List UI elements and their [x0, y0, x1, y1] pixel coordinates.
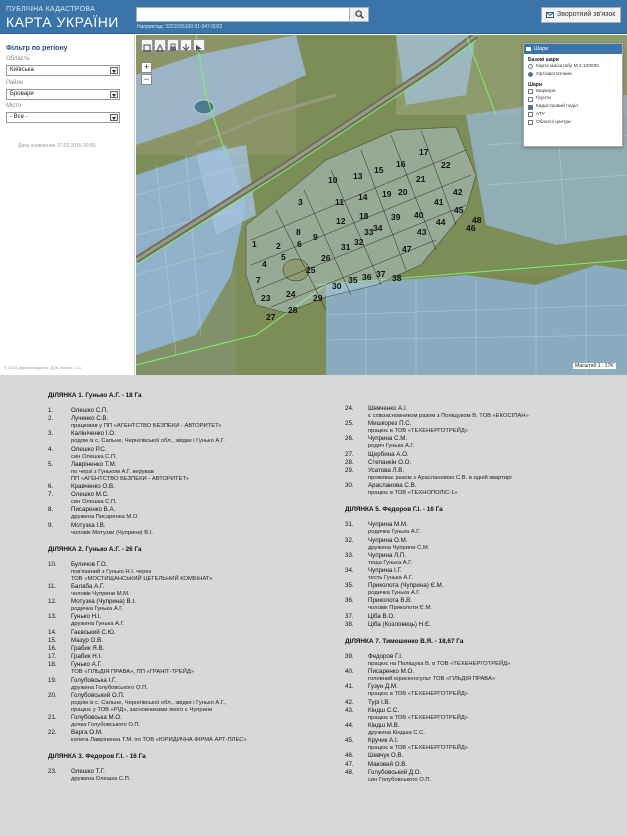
owner-name: Олешко С.П.: [71, 407, 109, 414]
parcel-label-19[interactable]: 19: [382, 189, 392, 199]
owner-number: 18.: [48, 661, 57, 669]
search-icon: [355, 10, 364, 19]
owner-name: Ціба В.О.: [368, 612, 395, 620]
owner-name: Мотузка (Чуприна) В.І.: [71, 598, 136, 606]
owner-number: 29.: [345, 467, 354, 474]
checkbox-icon: [528, 97, 533, 102]
parcel-label-22[interactable]: 22: [441, 160, 451, 170]
base-layer-map[interactable]: [524, 63, 622, 71]
radio-icon: [528, 64, 533, 69]
owner-note: ПП «АГЕНТСТВО БЕЗПЕКИ - АВТОРИТЕТ»: [71, 475, 189, 482]
layer-cadastre-label: Кадастровий поділ: [536, 104, 578, 110]
layer-cadastre[interactable]: [524, 103, 622, 111]
ruler-icon: [142, 43, 152, 53]
owner-number: 15.: [48, 636, 57, 644]
owner-note: колега Лавріненка Т.М. по ТОВ «ЮРИДИЧНА ФІРМА АРТ-ПЛЕС»: [71, 737, 247, 744]
layer-markers-label: Маркери: [536, 88, 556, 94]
owner-number: 19.: [48, 676, 57, 684]
owner-number: 43.: [345, 706, 354, 714]
owner-name: Писаренко В.А.: [71, 506, 116, 514]
measure-tool-button[interactable]: [141, 39, 153, 51]
checkbox-checked-icon: [528, 105, 533, 110]
chevron-down-icon: [110, 114, 118, 121]
owner-number: 42.: [345, 698, 354, 706]
parcel-label-1[interactable]: 1: [252, 239, 257, 249]
owner-note: родичка Гунька А.Г.: [368, 590, 421, 597]
chevron-down-icon: [110, 67, 118, 74]
oblast-value: Київська: [10, 67, 34, 73]
parcel-label-28[interactable]: 28: [288, 305, 298, 315]
owner-name: Балаба А.Г.: [71, 583, 105, 590]
parcel-label-10[interactable]: 10: [328, 175, 338, 185]
parcel-label-16[interactable]: 16: [396, 159, 406, 169]
parcel-label-46[interactable]: 46: [466, 223, 476, 233]
owner-number: 25.: [345, 420, 354, 428]
oblast-label: Область: [6, 56, 30, 62]
owner-number: 31.: [345, 521, 354, 529]
owner-note: родом із с. Сальне, Чернігівської обл., звідки і Гунько А.Г.: [71, 438, 225, 445]
owner-name: Мазур О.В.: [71, 636, 103, 644]
zoom-out-button[interactable]: −: [141, 74, 152, 85]
parcel-label-34[interactable]: 34: [373, 223, 383, 233]
owner-note: працює в ТОВ «ТЕХЕНЕРГОТРЕЙД»: [368, 428, 468, 435]
layer-oblast-centers-label: Обласні центри: [536, 119, 571, 125]
owner-name: Кручик А.І.: [368, 737, 399, 745]
owner-number: 32.: [345, 536, 354, 544]
parcel-label-3[interactable]: 3: [298, 197, 303, 207]
parcel-label-8[interactable]: 8: [296, 227, 301, 237]
parcel-label-35[interactable]: 35: [348, 275, 358, 285]
owner-number: 34.: [345, 567, 354, 574]
owner-note: працював у ПП «АГЕНТСТВО БЕЗПЕКИ - АВТОРИТЕТ»: [71, 423, 222, 430]
raion-select[interactable]: [6, 89, 120, 100]
layers-title: Шари: [534, 46, 549, 52]
owner-number: 1.: [48, 407, 54, 414]
updated-date: Дата оновлення 17.02.2016 09:50: [18, 143, 96, 149]
export-button[interactable]: [180, 39, 192, 51]
chevron-down-icon: [110, 91, 118, 98]
owner-number: 39.: [345, 653, 354, 660]
owner-note: пов'язаний з Гунько Н.І. через: [71, 568, 152, 575]
owner-name: Олешко М.С.: [71, 491, 109, 499]
feedback-label: Зворотний зв'язок: [557, 11, 616, 18]
owner-name: Чуприна О.М.: [368, 536, 408, 544]
owner-number: 23.: [48, 768, 57, 776]
parcel-label-26[interactable]: 26: [321, 253, 331, 263]
oblast-select[interactable]: [6, 65, 120, 76]
owner-note: дочка Голубовського О.П.: [71, 722, 141, 728]
owner-note: працює в ТОВ «ТЕХЕНЕРГОТРЕЙД»: [368, 714, 468, 721]
owners-list: [0, 378, 627, 836]
parcel-label-17[interactable]: 17: [419, 147, 429, 157]
owner-name: Шевчук О.В.: [368, 752, 404, 760]
parcel-label-20[interactable]: 20: [398, 187, 408, 197]
owner-name: Лученко С.В.: [71, 415, 109, 423]
owner-number: 30.: [345, 482, 354, 490]
parcel-label-14[interactable]: 14: [358, 192, 368, 202]
owner-note: головний юрисконсульт ТОВ «ГІЛЬДІЯ ПРАВА»: [368, 676, 496, 683]
owner-name: Щербина А.О.: [368, 450, 409, 458]
owner-number: 12.: [48, 598, 57, 606]
header: [0, 0, 627, 34]
parcel-label-25[interactable]: 25: [306, 265, 316, 275]
owner-name: Олешко Т.Г.: [71, 768, 105, 776]
parcel-label-39[interactable]: 39: [391, 212, 401, 222]
owner-number: 36.: [345, 597, 354, 605]
radio-selected-icon: [528, 72, 533, 77]
owner-name: Мотузка І.В.: [71, 521, 106, 529]
filter-title: Фільтр по регіону: [6, 45, 68, 52]
owner-name: Турі І.В.: [368, 698, 391, 706]
owner-note: працює в ТОВ «ТЕХЕНЕРГОТРЕЙД»: [368, 691, 468, 698]
owner-note: родич Гунька А.Г.: [368, 443, 415, 450]
parcel-label-43[interactable]: 43: [417, 227, 427, 237]
owner-name: Голубовська М.О.: [71, 714, 122, 721]
parcel-label-9[interactable]: 9: [313, 232, 318, 242]
parcel-label-29[interactable]: 29: [313, 293, 323, 303]
misto-label: Місто: [6, 103, 22, 109]
owner-note: родом із с. Сальне, Чернігівської обл., звідки і Гунько А.Г.,: [71, 699, 227, 706]
owner-number: 9.: [48, 521, 54, 529]
owner-note: працює на Поліщука В. в ТОВ «ТЕХЕНЕРГОТРЕЙД»: [368, 661, 511, 667]
owner-note: родичка Гунька А.Г.: [71, 606, 124, 613]
owner-note: працює в ТОВ «ТЕХЕНЕРГОТРЕЙД»: [368, 745, 468, 752]
checkbox-icon: [528, 112, 533, 117]
pointer-icon: [194, 43, 204, 53]
raion-value: Бровари: [10, 91, 34, 97]
parcel-label-42[interactable]: 42: [453, 187, 463, 197]
owner-note: син Голубовського О.П.: [368, 776, 432, 783]
base-layer-map-label: Карта масштабу М 1:100000: [536, 64, 599, 69]
owner-number: 8.: [48, 506, 54, 514]
layers-panel: [523, 43, 623, 147]
owner-number: 44.: [345, 722, 354, 729]
base-layer-ortho-label: Ортофотоплани: [536, 71, 572, 77]
plot-heading: ДІЛЯНКА 3. Федоров Г.І. - 16 Га: [48, 753, 146, 761]
owner-number: 26.: [345, 435, 354, 443]
parcel-label-41[interactable]: 41: [434, 197, 444, 207]
owner-note: чоловік Чуприни М.М.: [71, 591, 130, 597]
plot-heading: ДІЛЯНКА 1. Гунько А.Г. - 18 Га: [48, 392, 142, 399]
parcel-label-23[interactable]: 23: [261, 293, 271, 303]
owner-note: син Олешка С.П.: [71, 499, 117, 506]
printer-icon: [168, 43, 178, 53]
owner-number: 21.: [48, 714, 57, 721]
parcel-label-15[interactable]: 15: [374, 165, 384, 175]
owner-name: Арасланова С.В.: [368, 482, 417, 490]
parcel-label-4[interactable]: 4: [262, 259, 267, 269]
parcel-label-30[interactable]: 30: [332, 281, 342, 291]
layer-soils[interactable]: [524, 95, 622, 103]
owner-name: Чуприна Л.П.: [368, 551, 406, 559]
owner-note: по черзі з Гуньком А.Г. керував: [71, 468, 154, 475]
raion-label: Район: [6, 80, 24, 86]
owner-note: родичка Гунька А.Г.: [368, 529, 421, 536]
owner-note: дружина Чуприни С.М.: [368, 544, 430, 551]
owner-name: Гаєвський С.Ю.: [71, 628, 116, 636]
owner-number: 37.: [345, 612, 354, 620]
owner-number: 17.: [48, 653, 57, 661]
base-layer-ortho[interactable]: [524, 71, 622, 79]
parcel-label-7[interactable]: 7: [256, 275, 261, 285]
layer-atu[interactable]: [524, 111, 622, 119]
owner-name: Грабик Н.І.: [71, 653, 102, 661]
parcel-label-24[interactable]: 24: [286, 289, 296, 299]
parcel-label-6[interactable]: 6: [297, 239, 302, 249]
owner-name: Степанкін О.О.: [368, 458, 412, 466]
owner-note: дружина Голубовського О.П.: [71, 684, 148, 691]
parcel-label-38[interactable]: 38: [392, 273, 402, 283]
owner-name: Буличов Г.О.: [71, 560, 108, 568]
owner-name: Чуприна І.Г.: [368, 567, 402, 574]
owner-name: Ціба (Козловець) Н.Є.: [368, 620, 431, 628]
info-tool-button[interactable]: [193, 39, 205, 51]
owner-note: чоловік Приколоти Є.М.: [368, 605, 432, 612]
search-input[interactable]: [136, 7, 350, 22]
owner-number: 40.: [345, 668, 354, 676]
owner-note: є співзасновником разом з Поліщуком В. ТОВ «ЕКОСІПАН»: [368, 413, 529, 419]
checkbox-icon: [528, 89, 533, 94]
owner-name: Усатова Л.В.: [368, 467, 405, 474]
owner-number: 27.: [345, 450, 354, 458]
parcel-label-45[interactable]: 45: [454, 205, 464, 215]
owner-note: син Олешка С.П.: [71, 453, 117, 460]
owner-number: 10.: [48, 560, 57, 568]
owner-name: Приколота В.В.: [368, 597, 413, 605]
owner-name: Грабик Я.В.: [71, 645, 105, 652]
owner-note: дружина Гунька А.Г.: [71, 621, 125, 628]
layer-atu-label: АТУ: [536, 111, 545, 117]
owner-number: 28.: [345, 458, 354, 466]
owner-name: Гузун Д.М.: [368, 683, 398, 691]
owner-name: Гунько Н.І.: [71, 613, 102, 621]
owner-number: 4.: [48, 445, 54, 453]
owner-name: Чуприна М.М.: [368, 521, 408, 529]
owner-number: 7.: [48, 491, 54, 499]
checkbox-icon: [528, 120, 533, 125]
parcel-label-12[interactable]: 12: [336, 216, 346, 226]
owner-name: Писаренко М.О.: [368, 668, 415, 676]
owner-name: Маковей О.В.: [368, 760, 408, 768]
owner-name: Калініченко І.О.: [71, 430, 116, 438]
owner-note: працює у ТОВ «РІД», засновниками якого є Чуприни: [71, 706, 213, 713]
search-hint: Наприклад: 3221055100:01:047:0022: [137, 24, 223, 30]
layers-header[interactable]: [524, 44, 622, 54]
area-icon: [155, 43, 165, 53]
owner-number: 3.: [48, 430, 54, 438]
owner-number: 6.: [48, 483, 54, 490]
search-button[interactable]: [349, 7, 369, 22]
logo-title[interactable]: КАРТА УКРАЇНИ: [6, 14, 119, 30]
owner-number: 47.: [345, 760, 354, 768]
print-button[interactable]: [167, 39, 179, 51]
copyright: © 2013 Держгеокадастр, ДЗК. Версія 1.11: [4, 365, 82, 370]
owner-name: Шевченко А.І.: [368, 405, 408, 412]
owner-number: 33.: [345, 551, 354, 559]
plot-heading: ДІЛЯНКА 5. Федоров Г.І. - 16 Га: [345, 506, 443, 514]
owner-note: чоловік Мотузки (Чуприни) В.І.: [71, 529, 153, 536]
owner-number: 48.: [345, 768, 354, 776]
envelope-icon: [546, 12, 554, 18]
download-icon: [181, 43, 191, 53]
owner-name: Олешко Р.С.: [71, 445, 107, 453]
owner-number: 20.: [48, 691, 57, 699]
parcel-label-48[interactable]: 48: [472, 215, 482, 225]
owner-number: 5.: [48, 460, 54, 468]
cadastre-app: [0, 0, 627, 375]
parcel-label-11[interactable]: 11: [335, 197, 344, 207]
owner-number: 38.: [345, 620, 354, 628]
layer-oblast-centers[interactable]: [524, 119, 622, 127]
parcel-label-5[interactable]: 5: [281, 252, 286, 262]
owner-note: дружина Писаренка М.О.: [71, 514, 139, 521]
owner-name: Голубовський О.П.: [71, 691, 125, 699]
owner-number: 11.: [48, 583, 57, 590]
owner-name: Кіндш С.С.: [368, 706, 400, 714]
parcel-label-2[interactable]: 2: [276, 241, 281, 251]
parcel-label-18[interactable]: 18: [359, 211, 369, 221]
owner-note: працює в ТОВ «ТЕХНОПОЛІС-1»: [368, 490, 458, 497]
layer-soils-label: Ґрунти: [536, 96, 551, 102]
owner-note: теща Гунька А.Г.: [368, 559, 413, 566]
parcel-label-44[interactable]: 44: [436, 217, 446, 227]
owner-name: Голубовська І.Г.: [71, 676, 117, 684]
owner-note: ТОВ «МОСТИЩАНСЬКИЙ ЦЕГЕЛЬНИЙ КОМБІНАТ»: [71, 575, 213, 582]
parcel-label-13[interactable]: 13: [353, 171, 363, 181]
owner-name: Варга О.М.: [71, 729, 103, 737]
owner-number: 35.: [345, 582, 354, 590]
owner-number: 24.: [345, 405, 354, 412]
owner-name: Лавріненко Т.М.: [71, 460, 117, 468]
owner-name: Голубовський Д.О.: [368, 768, 422, 776]
parcel-label-33[interactable]: 33: [364, 227, 374, 237]
owner-name: Федоров Г.І.: [368, 653, 403, 660]
zoom-in-button[interactable]: +: [141, 62, 152, 73]
owner-name: Чуприна С.М.: [368, 435, 408, 443]
misto-value: - Все -: [10, 114, 28, 120]
owner-note: проживає разом з Араслановою С.В. в одній квартирі: [368, 475, 512, 481]
misto-select[interactable]: [6, 112, 120, 123]
map-view[interactable]: [136, 35, 627, 375]
owner-number: 14.: [48, 628, 57, 636]
logo-subtitle[interactable]: ПУБЛІЧНА КАДАСТРОВА: [6, 6, 96, 13]
parcel-label-40[interactable]: 40: [414, 210, 424, 220]
parcel-label-47[interactable]: 47: [402, 244, 412, 254]
owner-number: 13.: [48, 613, 57, 621]
owner-name: Кравченко О.В.: [71, 483, 115, 490]
plot-heading: ДІЛЯНКА 2. Гунько А.Г. - 26 Га: [48, 545, 142, 553]
owner-number: 45.: [345, 737, 354, 745]
owner-note: ТОВ «ГІЛЬДІЯ ПРАВА», ПП «ГРАНІТ-ТРЕЙД»: [71, 669, 195, 676]
feedback-button[interactable]: [541, 7, 621, 23]
owner-name: Кіндш М.В.: [368, 722, 400, 729]
layers-icon: [526, 47, 531, 51]
parcel-label-21[interactable]: 21: [416, 174, 426, 184]
owner-name: Приколота (Чуприна) Є.М.: [368, 582, 444, 590]
owner-note: дружина Кіндша С.С.: [368, 730, 425, 736]
owner-note: дружина Олешка С.П.: [71, 776, 131, 783]
plot-heading: ДІЛЯНКА 7. Тимошенко В.Я. - 18,67 Га: [345, 638, 464, 645]
base-layers-title: Базові шари: [528, 57, 559, 63]
owner-name: Гунько А.Г.: [71, 661, 102, 669]
parcel-label-31[interactable]: 31: [341, 242, 351, 252]
owner-number: 2.: [48, 415, 54, 423]
owner-number: 16.: [48, 645, 57, 652]
overlay-layers-title: Шари: [528, 81, 542, 88]
layer-markers[interactable]: [524, 88, 622, 96]
owner-number: 46.: [345, 752, 354, 760]
parcel-label-32[interactable]: 32: [354, 237, 364, 247]
parcel-label-37[interactable]: 37: [376, 269, 386, 279]
owner-number: 41.: [345, 683, 354, 691]
area-tool-button[interactable]: [154, 39, 166, 51]
parcel-label-36[interactable]: 36: [362, 272, 372, 282]
owner-note: тесть Гунька А.Г.: [368, 575, 413, 581]
map-scale: Масштаб 1 : 17K: [575, 363, 614, 369]
owner-name: Мишкорез П.С.: [368, 420, 412, 428]
region-filter-sidebar: [0, 35, 135, 375]
owner-number: 22.: [48, 729, 57, 737]
parcel-label-27[interactable]: 27: [266, 312, 276, 322]
